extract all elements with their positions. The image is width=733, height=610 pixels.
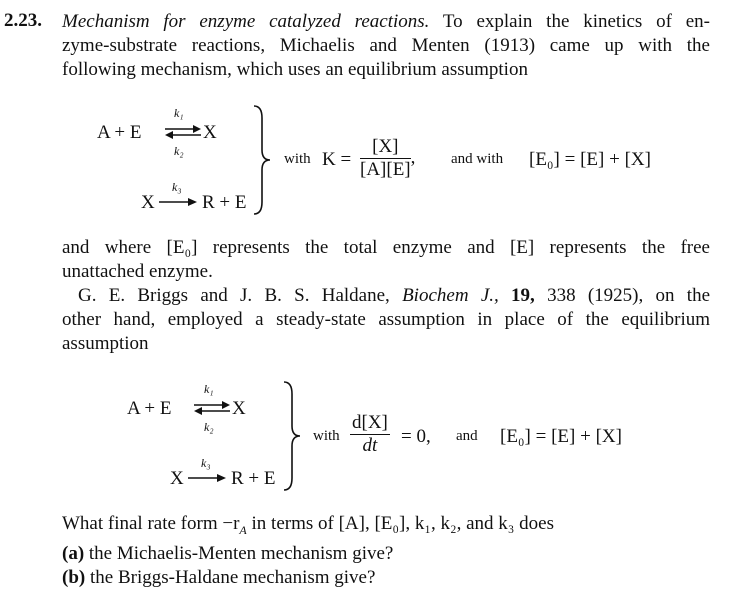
m1-fraction <box>360 136 415 181</box>
m1-k3: k₃ <box>172 180 182 194</box>
intro-line-3: following mechanism, which uses an equilibrium assumption <box>62 59 528 80</box>
briggs-line-2: other hand, employed a steady-state assumption in place of the equilibrium <box>62 309 710 330</box>
question-intro <box>62 512 710 542</box>
question-block <box>62 512 710 590</box>
part-a-label: (a) <box>62 542 85 564</box>
m1-denominator: [A][E] <box>360 159 411 180</box>
problem-number: 2.23. <box>4 10 42 31</box>
m1-right-brace-icon <box>250 104 274 216</box>
middle-line-2: unattached enzyme. <box>62 261 213 282</box>
m2-equilibrium-arrows-icon <box>192 400 232 416</box>
m1-balance: [E₀] = [E] + [X] <box>529 149 651 170</box>
m2-forward-arrow-icon <box>186 472 228 484</box>
m1-r2-rhs: R + E <box>202 192 247 213</box>
m2-r2-rhs: R + E <box>231 468 276 489</box>
problem-title: Mechanism for enzyme catalyzed reactions. <box>62 11 430 32</box>
m1-with-label: with <box>284 151 311 167</box>
m2-with-label: with <box>313 428 340 444</box>
m1-r1-lhs: A + E <box>97 122 142 143</box>
briggs-authors: G. E. Briggs and J. B. S. Haldane, <box>78 285 403 306</box>
middle-paragraph <box>62 236 710 356</box>
question-intro-rest: in terms of [A], [E₀], k₁, k₂, and k₃ does <box>246 513 554 534</box>
question-subscript: A <box>239 522 247 537</box>
m2-r1-lhs: A + E <box>127 398 172 419</box>
m1-r2-lhs: X <box>141 192 155 213</box>
part-b-text: the Briggs-Haldane mechanism give? <box>85 566 376 588</box>
intro-line-2: zyme-substrate reactions, Michaelis and Menten (1913) came up with the <box>62 35 710 56</box>
m2-numerator: d[X] <box>352 412 388 433</box>
m1-comma: , <box>410 146 416 168</box>
m2-right-brace-icon <box>280 380 304 492</box>
briggs-journal: Biochem J., <box>402 285 499 306</box>
m1-equilibrium-arrows-icon <box>163 124 203 140</box>
part-a-text: the Michaelis-Menten mechanism give? <box>84 542 394 564</box>
m1-numerator: [X] <box>360 136 411 159</box>
question-part-a <box>62 542 710 566</box>
m1-and-with-label: and with <box>451 151 504 167</box>
m1-k-lhs: K = <box>322 149 352 170</box>
m2-equals-zero: = 0, <box>401 426 431 447</box>
m1-r1-rhs: X <box>203 122 217 143</box>
m2-r1-rhs: X <box>232 398 246 419</box>
middle-line-1: and where [E₀] represents the total enzyme and [E] represents the free <box>62 237 710 258</box>
m1-k2: k₂ <box>174 144 184 158</box>
m2-balance: [E₀] = [E] + [X] <box>500 426 622 447</box>
intro-line-1: To explain the kinetics of en- <box>429 11 710 32</box>
m2-r2-lhs: X <box>170 468 184 489</box>
m2-fraction <box>350 412 390 457</box>
question-intro-text: What final rate form −r <box>62 513 240 534</box>
m2-k2: k₂ <box>204 420 214 434</box>
m1-k1: k₁ <box>174 106 184 120</box>
m2-k3: k₃ <box>201 456 211 470</box>
m2-k1: k₁ <box>204 382 214 396</box>
briggs-line-3: assumption <box>62 333 149 354</box>
part-b-label: (b) <box>62 566 86 588</box>
m1-forward-arrow-icon <box>157 196 199 208</box>
briggs-rest: 338 (1925), on the <box>534 285 711 306</box>
intro-paragraph <box>62 10 710 82</box>
m2-denominator: dt <box>362 435 378 456</box>
briggs-volume: 19, <box>511 285 535 306</box>
m2-and-label: and <box>456 428 478 444</box>
question-part-b <box>62 566 710 590</box>
